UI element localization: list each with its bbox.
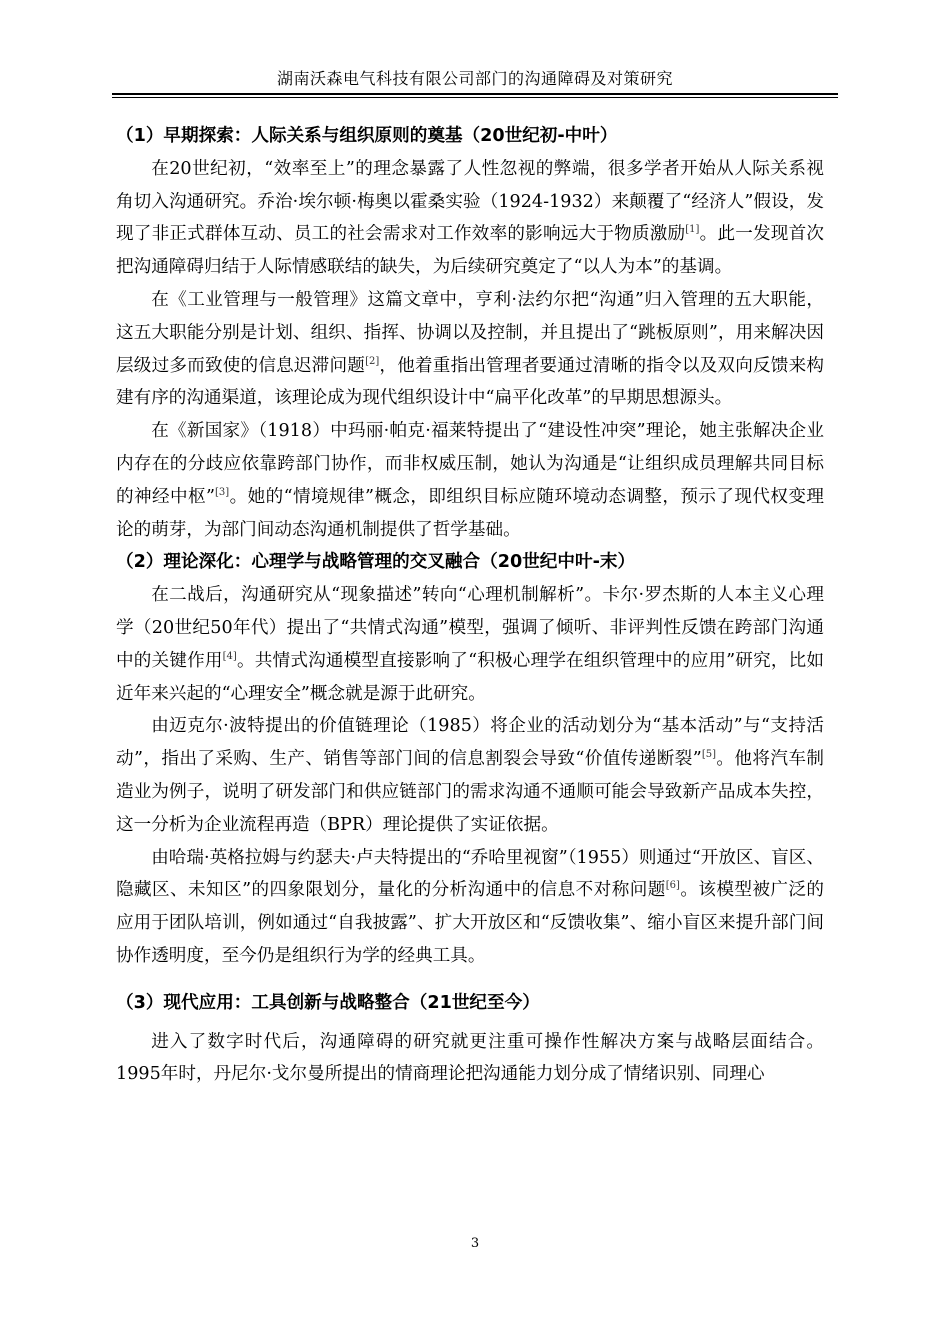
paragraph: 在《工业管理与一般管理》这篇文章中，亨利·法约尔把“沟通”归入管理的五大职能，这五大职能分别是计划、组织、指挥、协调以及控制，并且提出了“跳板原则”，用来解决因层级过多而致使的信息迟滞问题[2]，他着重指出管理者要通过清晰的指令以及双向反馈来构建有序的沟通渠道，该理论成为现代组织设计中“扁平化改革”的早期思想源头。	[116, 289, 824, 409]
paragraph: 在《新国家》（1918）中玛丽·帕克·福莱特提出了“建设性冲突”理论，她主张解决企业内存在的分歧应依靠跨部门协作，而非权威压制，她认为沟通是“让组织成员理解共同目标的神经中枢”[3]。她的“情境规律”概念，即组织目标应随环境动态调整，预示了现代权变理论的萌芽，为部门间动态沟通机制提供了哲学基础。	[116, 421, 824, 540]
citation-ref: [5]	[701, 749, 716, 761]
citation-ref: [2]	[365, 355, 380, 367]
section-heading: （2）理论深化：心理学与战略管理的交叉融合（20世纪中叶-末）	[116, 552, 636, 573]
header-rule	[112, 93, 838, 98]
body-content	[116, 120, 824, 1091]
paragraph: 由哈瑞·英格拉姆与约瑟夫·卢夫特提出的“乔哈里视窗”（1955）则通过“开放区、盲区、隐藏区、未知区”的四象限划分，量化的分析沟通中的信息不对称问题[6]。该模型被广泛的应用于团队培训，例如通过“自我披露”、扩大开放区和“反馈收集”、缩小盲区来提升部门间协作透明度，至今仍是组织行为学的经典工具。	[116, 847, 824, 966]
running-header: 湖南沃森电气科技有限公司部门的沟通障碍及对策研究	[276, 69, 673, 88]
paragraph: 由迈克尔·波特提出的价值链理论（1985）将企业的活动划分为“基本活动”与“支持活动”，指出了采购、生产、销售等部门间的信息割裂会导致“价值传递断裂”[5]。他将汽车制造业为例子，说明了研发部门和供应链部门的需求沟通不通顺可能会导致新产品成本失控，这一分析为企业流程再造（BPR）理论提供了实证依据。	[116, 716, 824, 835]
paragraph: 进入了数字时代后，沟通障碍的研究就更注重可操作性解决方案与战略层面结合。1995年时，丹尼尔·戈尔曼所提出的情商理论把沟通能力划分成了情绪识别、同理心	[116, 1031, 824, 1085]
section-heading: （1）早期探索：人际关系与组织原则的奠基（20世纪初-中叶）	[116, 126, 618, 146]
page-number: 3	[470, 1236, 480, 1251]
paragraph: 在20世纪初，“效率至上”的理念暴露了人性忽视的弊端，很多学者开始从人际关系视角切入沟通研究。乔治·埃尔顿·梅奥以霍桑实验（1924-1932）来颠覆了“经济人”假设，发现了非正式群体互动、员工的社会需求对工作效率的影响远大于物质激励[1]。此一发现首次把沟通障碍归结于人际情感联结的缺失，为后续研究奠定了“以人为本”的基调。	[116, 158, 824, 278]
citation-ref: [6]	[665, 880, 680, 892]
paragraph: 在二战后，沟通研究从“现象描述”转向“心理机制解析”。卡尔·罗杰斯的人本主义心理学（20世纪50年代）提出了“共情式沟通”模型，强调了倾听、非评判性反馈在跨部门沟通中的关键作用[4]。共情式沟通模型直接影响了“积极心理学在组织管理中的应用”研究，比如近年来兴起的“心理安全”概念就是源于此研究。	[116, 585, 824, 704]
citation-ref: [3]	[215, 486, 230, 498]
citation-ref: [1]	[685, 224, 700, 236]
citation-ref: [4]	[222, 650, 237, 662]
section-heading: （3）现代应用：工具创新与战略整合（21世纪至今）	[116, 992, 540, 1013]
